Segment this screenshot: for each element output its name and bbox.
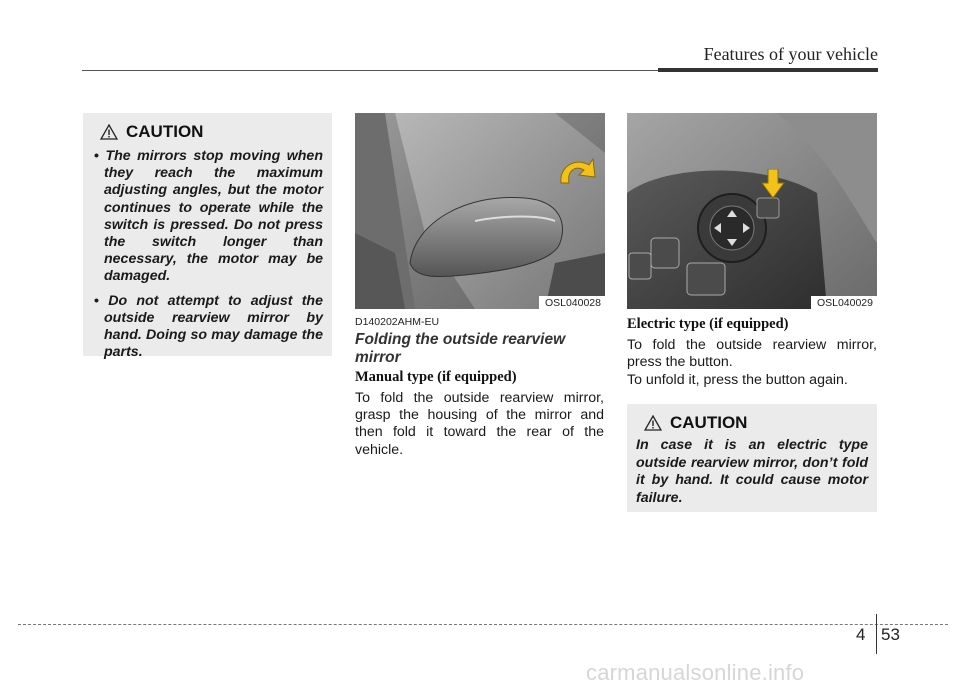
footer-divider [876,614,877,654]
section-code: D140202AHM-EU [355,316,440,328]
caution-heading [100,122,323,142]
mirror-illustration [355,113,605,309]
caution-box-left [83,113,332,361]
page-number: 53 [881,625,900,644]
electric-unfold-text: To unfold it, press the button again. [627,372,848,388]
section-title: Folding the outside rearview mirror [355,331,566,366]
warning-triangle-icon [100,124,118,140]
chapter-number: 4 [856,625,866,644]
warning-triangle-icon [644,415,662,431]
manual-type-heading: Manual type (if equipped) [355,369,517,385]
header-rule [82,70,662,71]
curved-arrow-icon [553,153,597,193]
caution-item: • Do not attempt to adjust the outside rearview mirror by hand. Doing so may damage the parts. [92,293,323,362]
page-header-title: Features of your vehicle [703,44,878,64]
caution-heading [644,413,868,433]
figure-manual-mirror [355,113,605,309]
caution-list [92,148,323,361]
figure-code-label: OSL040029 [811,296,877,309]
header-rule-accent [658,68,878,72]
caution-item: • The mirrors stop moving when they reach the maximum adjusting angles, but the motor continues to operate while the switch is pressed. Do not press the switch longer than necessary, the motor may be damaged. [92,148,323,286]
caution-heading-label: CAUTION [670,413,748,432]
footer-rule [18,624,948,625]
down-arrow-icon [761,169,785,199]
caution-heading-label: CAUTION [126,122,204,141]
figure-electric-switch [627,113,877,309]
manual-type-text: To fold the outside rearview mirror, grasp the housing of the mirror and then fold it toward the rear of the vehicle. [355,390,604,458]
caution-box-right [627,404,877,512]
figure-code-label: OSL040028 [539,296,605,309]
electric-fold-text: To fold the outside rearview mirror, press the button. [627,337,877,371]
switch-panel-illustration [627,113,877,309]
caution-text: In case it is an electric type outside rearview mirror, don’t fold it by hand. It could cause motor failure. [636,437,868,506]
watermark: carmanualsonline.info [586,660,805,685]
electric-type-heading: Electric type (if equipped) [627,316,789,332]
